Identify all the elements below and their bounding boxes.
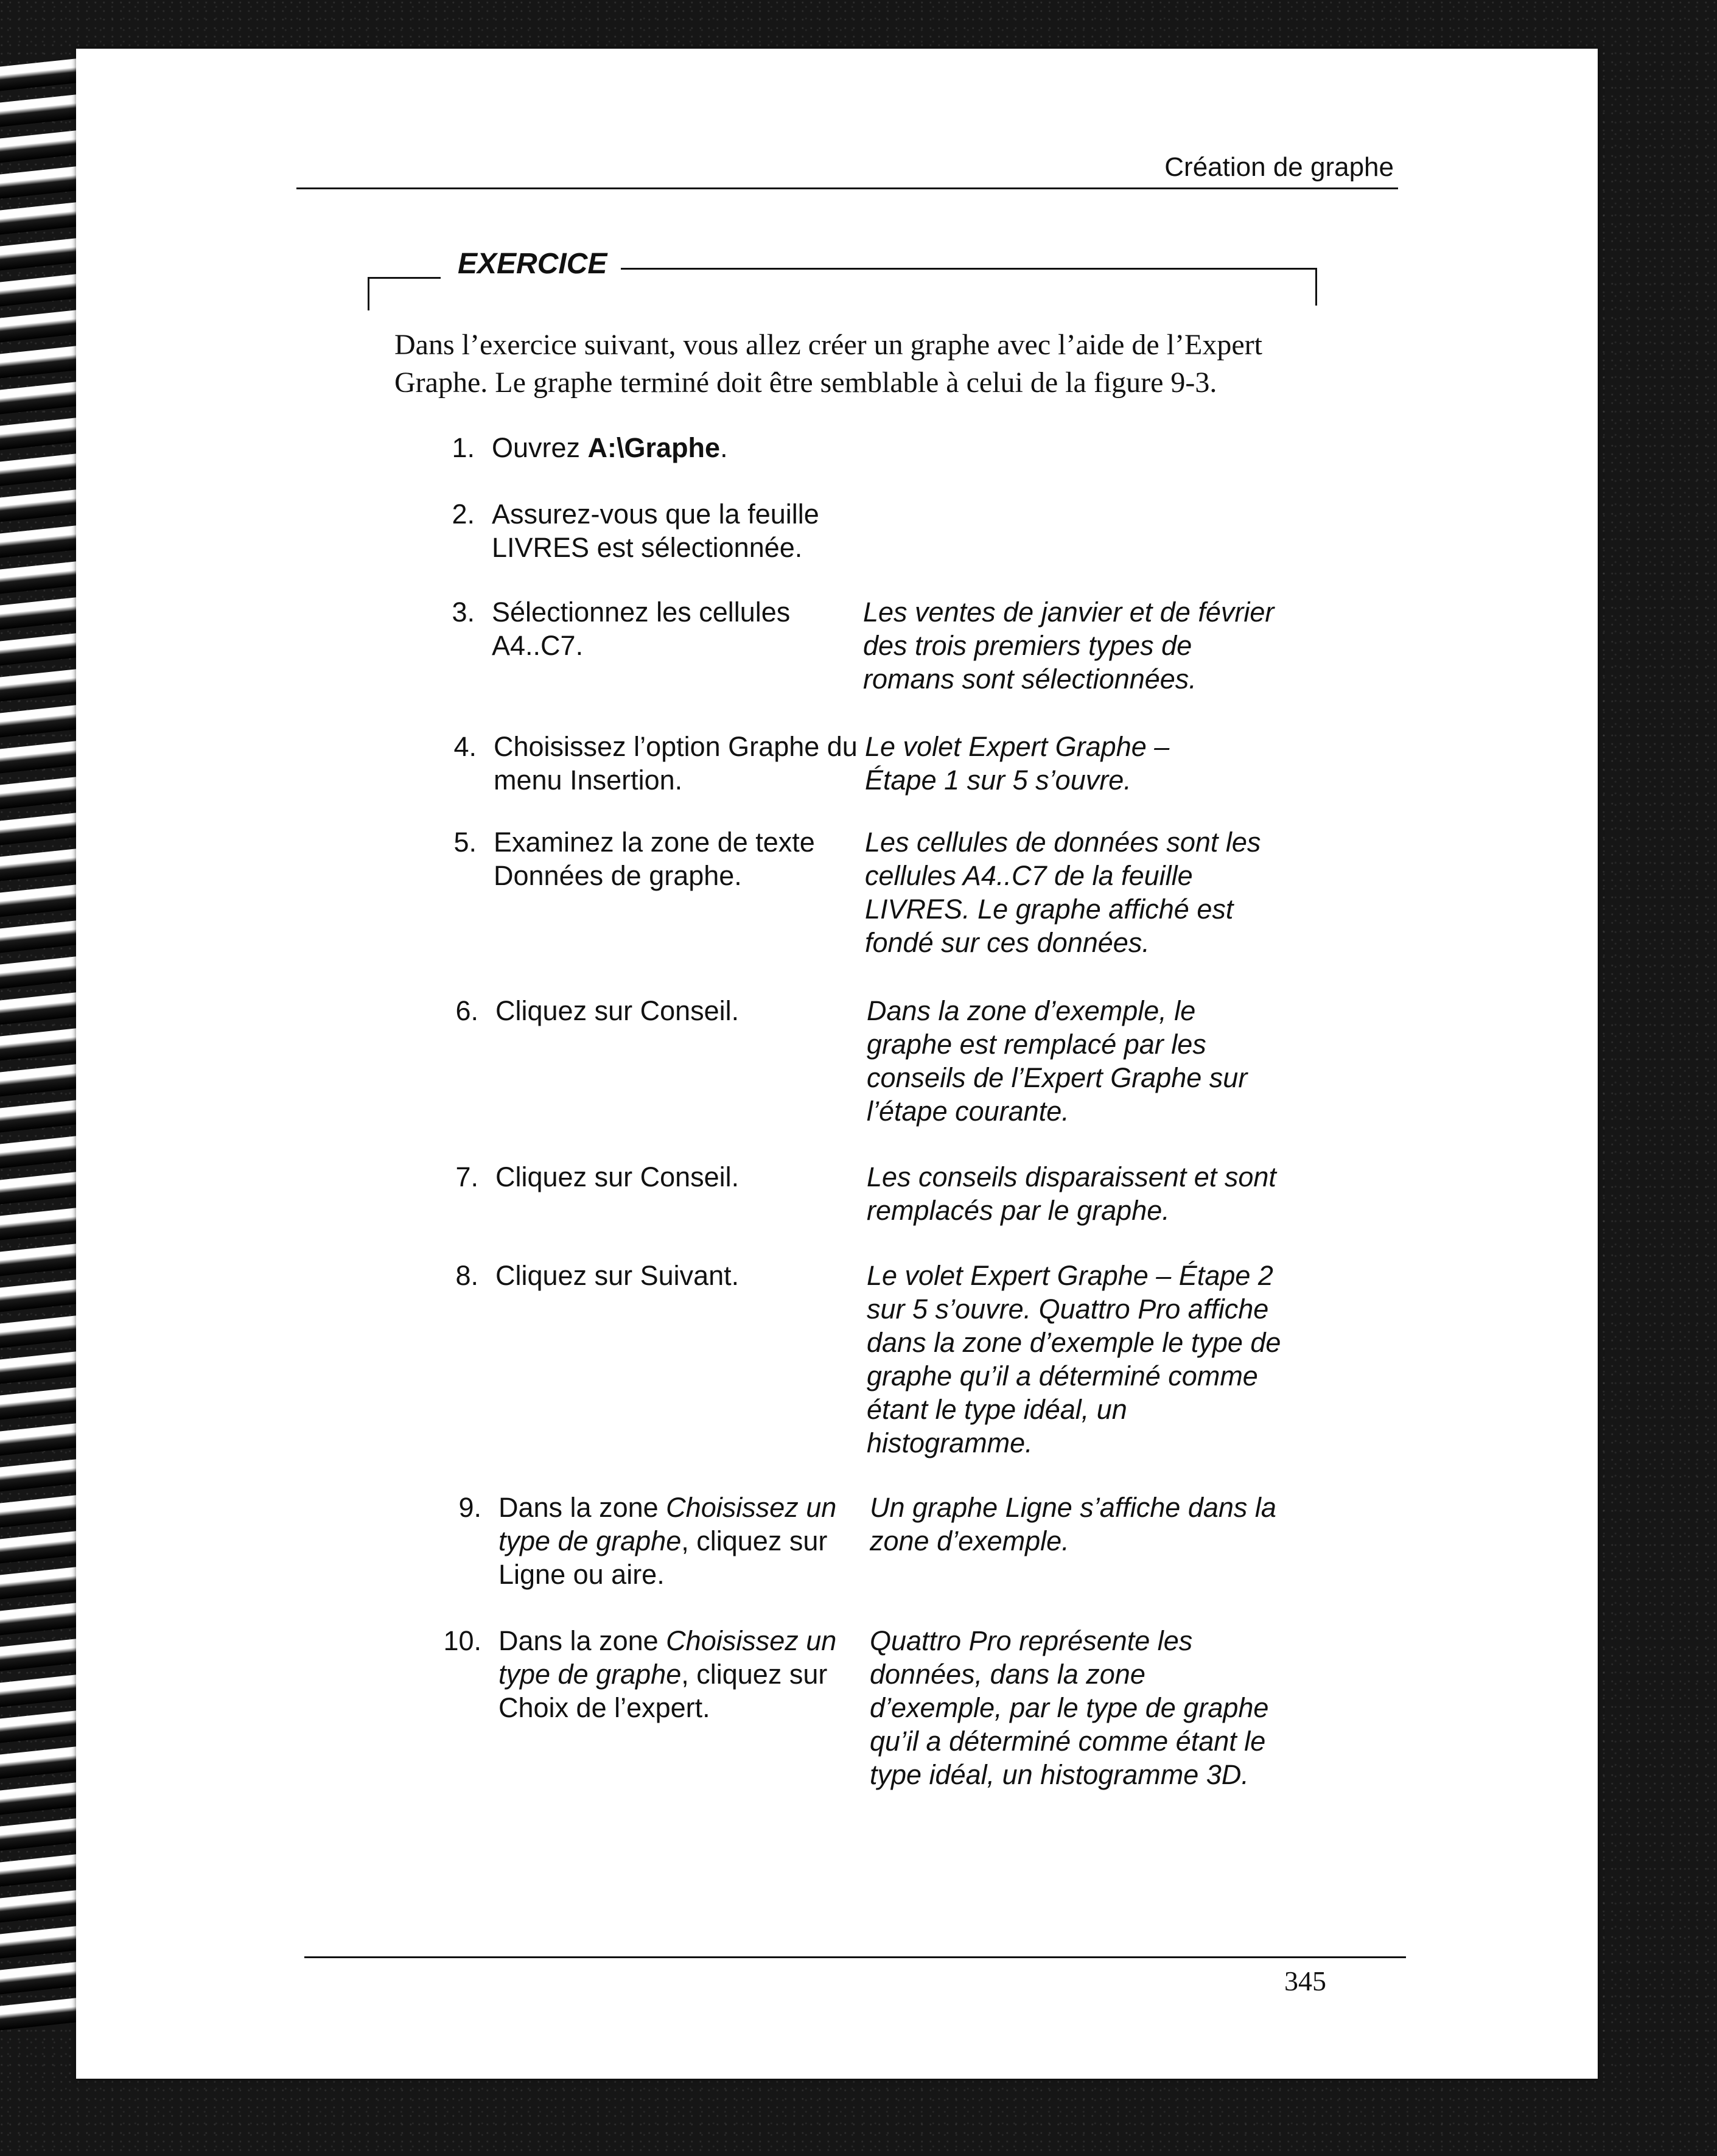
running-header: Création de graphe	[1164, 152, 1394, 182]
frame-left-tick	[368, 277, 369, 310]
step-instruction: Dans la zone Choisissez un type de graphe, cliquez sur Choix de l’expert.	[498, 1625, 837, 1723]
step-number: 3.	[452, 597, 475, 628]
page-number: 345	[1284, 1965, 1326, 1997]
step-number: 9.	[458, 1492, 481, 1523]
section-title: EXERCICE	[458, 248, 607, 280]
step-number: 4.	[453, 731, 477, 762]
dialog-field-name: Choisissez un type de graphe	[498, 1625, 837, 1690]
step-instruction: Ouvrez A:\Graphe.	[492, 432, 728, 463]
step-instruction: Assurez-vous que la feuille LIVRES est sélectionnée.	[492, 499, 819, 563]
step-result: Le volet Expert Graphe – Étape 2 sur 5 s’ouvre. Quattro Pro affiche dans la zone d’exemple le type de graphe qu’il a déterminé comme étant le type idéal, un histogramme.	[867, 1260, 1281, 1458]
step-instruction: Sélectionnez les cellules A4..C7.	[492, 597, 791, 661]
frame-top-right	[621, 268, 1317, 270]
file-path: A:\Graphe	[587, 432, 721, 463]
step-result: Les cellules de données sont les cellules A4..C7 de la feuille LIVRES. Le graphe affiché est fondé sur ces données.	[865, 827, 1261, 958]
step-result: Le volet Expert Graphe – Étape 1 sur 5 s’ouvre.	[865, 731, 1170, 796]
step-number: 5.	[453, 827, 477, 858]
step-number: 8.	[455, 1260, 478, 1291]
step-instruction: Choisissez l’option Graphe du menu Insertion.	[494, 731, 858, 796]
step-result: Un graphe Ligne s’affiche dans la zone d’exemple.	[870, 1492, 1276, 1556]
step-instruction: Cliquez sur Conseil.	[495, 995, 740, 1026]
step-result: Dans la zone d’exemple, le graphe est remplacé par les conseils de l’Expert Graphe sur l’étape courante.	[867, 995, 1248, 1127]
step-number: 7.	[455, 1161, 478, 1192]
step-result: Quattro Pro représente les données, dans la zone d’exemple, par le type de graphe qu’il a déterminé comme étant le type idéal, un histogramme 3D.	[870, 1625, 1269, 1790]
step-number: 10.	[443, 1625, 481, 1656]
document-page	[76, 49, 1598, 2079]
step-result: Les conseils disparaissent et sont remplacés par le graphe.	[867, 1161, 1276, 1226]
frame-right-tick	[1315, 268, 1317, 306]
step-instruction: Examinez la zone de texte Données de graphe.	[494, 827, 815, 891]
step-result: Les ventes de janvier et de février des trois premiers types de romans sont sélectionnées.	[863, 597, 1275, 695]
footer-rule	[304, 1956, 1406, 1958]
frame-top-left	[368, 277, 441, 279]
step-instruction: Cliquez sur Suivant.	[495, 1260, 740, 1291]
intro-paragraph: Dans l’exercice suivant, vous allez créer un graphe avec l’aide de l’Expert Graphe. Le graphe terminé doit être semblable à celui de la figure 9-3.	[394, 329, 1262, 399]
step-number: 2.	[452, 499, 475, 530]
dialog-field-name: Choisissez un type de graphe	[498, 1492, 837, 1556]
step-instruction: Dans la zone Choisissez un type de graphe, cliquez sur Ligne ou aire.	[498, 1492, 837, 1590]
step-number: 6.	[455, 995, 478, 1026]
header-rule	[296, 187, 1398, 189]
step-instruction: Cliquez sur Conseil.	[495, 1161, 740, 1192]
step-number: 1.	[452, 432, 475, 463]
